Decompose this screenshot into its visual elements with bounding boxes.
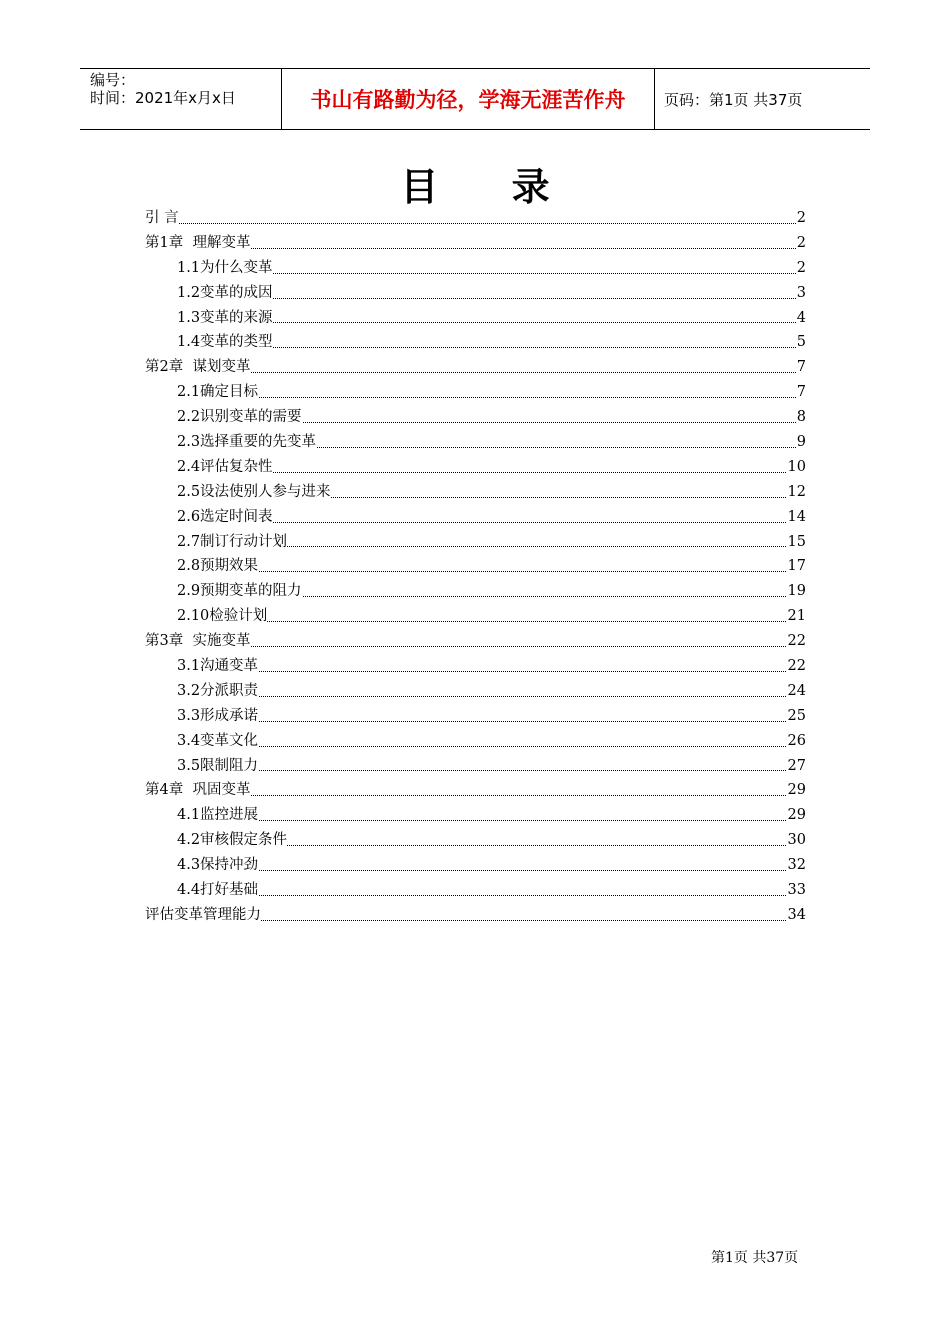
toc-entry-label: 2.5设法使别人参与进来 (177, 483, 331, 500)
toc-entry-page-number: 2 (796, 231, 806, 256)
toc-entry-label: 4.1监控进展 (177, 807, 259, 824)
document-time-label: 时间：2021年x月x日 (90, 89, 236, 107)
toc-entry-page-number: 29 (787, 778, 806, 803)
toc-entry-page-number: 7 (796, 380, 806, 405)
toc-leader-dots (177, 621, 806, 622)
toc-entry-label: 第1章 理解变革 (145, 234, 251, 251)
toc-entry-page-number: 19 (787, 579, 806, 604)
toc-entry[interactable] (145, 505, 806, 530)
toc-entry[interactable] (145, 256, 806, 281)
toc-entry-label: 2.8预期效果 (177, 558, 259, 575)
toc-leader-dots (177, 397, 806, 398)
toc-entry[interactable] (145, 530, 806, 555)
toc-entry-page-number: 17 (787, 554, 806, 579)
toc-entry-label: 2.10检验计划 (177, 608, 268, 625)
toc-entry[interactable] (145, 828, 806, 853)
toc-entry[interactable] (145, 330, 806, 355)
header-left-cell (80, 69, 281, 129)
toc-entry[interactable] (145, 380, 806, 405)
toc-entry-page-number: 4 (796, 306, 806, 331)
toc-entry-label: 1.2变革的成因 (177, 284, 273, 301)
toc-entry-label: 第2章 谋划变革 (145, 359, 251, 376)
toc-entry-page-number: 5 (796, 330, 806, 355)
toc-entry-page-number: 30 (787, 828, 806, 853)
toc-entry-label: 2.9预期变革的阻力 (177, 583, 302, 600)
toc-entry-label: 第3章 实施变革 (145, 633, 251, 650)
toc-leader-dots (177, 895, 806, 896)
toc-leader-dots (177, 721, 806, 722)
toc-entry-label: 2.3选择重要的先变革 (177, 434, 317, 451)
toc-entry-label: 2.6选定时间表 (177, 508, 273, 525)
toc-entry-page-number: 25 (787, 704, 806, 729)
toc-entry-label: 1.1为什么变革 (177, 259, 273, 276)
toc-leader-dots (177, 671, 806, 672)
toc-entry[interactable] (145, 355, 806, 380)
header-page-info: 页码：第1页 共37页 (664, 90, 803, 109)
toc-entry[interactable] (145, 878, 806, 903)
toc-entry[interactable] (145, 778, 806, 803)
toc-leader-dots (177, 820, 806, 821)
toc-entry-page-number: 10 (787, 455, 806, 480)
toc-entry[interactable] (145, 206, 806, 231)
toc-entry-page-number: 7 (796, 355, 806, 380)
toc-entry-label: 4.4打好基础 (177, 882, 259, 899)
toc-entry[interactable] (145, 654, 806, 679)
toc-entry-page-number: 2 (796, 256, 806, 281)
toc-entry[interactable] (145, 455, 806, 480)
toc-entry-label: 2.4评估复杂性 (177, 458, 273, 475)
toc-entry[interactable] (145, 754, 806, 779)
toc-leader-dots (177, 696, 806, 697)
page-header (80, 68, 870, 130)
toc-entry[interactable] (145, 306, 806, 331)
toc-entry[interactable] (145, 729, 806, 754)
toc-entry-page-number: 9 (796, 430, 806, 455)
toc-entry-page-number: 24 (787, 679, 806, 704)
toc-leader-dots (145, 223, 806, 224)
toc-entry-page-number: 34 (787, 903, 806, 928)
toc-entry-label: 3.5限制阻力 (177, 757, 259, 774)
toc-entry[interactable] (145, 903, 806, 928)
toc-entry-label: 2.2识别变革的需要 (177, 409, 302, 426)
toc-entry-label: 评估变革管理能力 (145, 906, 261, 923)
toc-leader-dots (177, 746, 806, 747)
toc-entry-label: 3.3形成承诺 (177, 707, 259, 724)
toc-entry-label: 2.1确定目标 (177, 384, 259, 401)
toc-entry[interactable] (145, 853, 806, 878)
toc-entry[interactable] (145, 430, 806, 455)
toc-entry[interactable] (145, 480, 806, 505)
toc-entry-page-number: 3 (796, 281, 806, 306)
toc-entry[interactable] (145, 704, 806, 729)
document-number-label: 编号： (90, 71, 136, 89)
toc-entry[interactable] (145, 803, 806, 828)
toc-entry-label: 引 言 (145, 210, 179, 226)
toc-entry-page-number: 14 (787, 505, 806, 530)
table-of-contents (145, 206, 806, 928)
toc-entry[interactable] (145, 405, 806, 430)
toc-entry[interactable] (145, 554, 806, 579)
toc-entry-label: 3.2分派职责 (177, 682, 259, 699)
toc-entry-page-number: 33 (787, 878, 806, 903)
toc-entry-page-number: 32 (787, 853, 806, 878)
toc-entry[interactable] (145, 231, 806, 256)
toc-entry-page-number: 22 (787, 654, 806, 679)
toc-entry-page-number: 27 (787, 754, 806, 779)
toc-entry-label: 3.4变革文化 (177, 732, 259, 749)
toc-entry-label: 2.7制订行动计划 (177, 533, 288, 550)
toc-entry-page-number: 2 (796, 206, 806, 231)
toc-entry-page-number: 22 (787, 629, 806, 654)
toc-entry-label: 1.3变革的来源 (177, 309, 273, 326)
toc-entry[interactable] (145, 604, 806, 629)
toc-entry-label: 1.4变革的类型 (177, 334, 273, 351)
toc-entry-label: 4.3保持冲劲 (177, 857, 259, 874)
toc-leader-dots (177, 770, 806, 771)
toc-entry-page-number: 26 (787, 729, 806, 754)
toc-entry[interactable] (145, 281, 806, 306)
page-footer: 第1页 共37页 (711, 1250, 799, 1266)
toc-entry-label: 3.1沟通变革 (177, 658, 259, 675)
toc-entry[interactable] (145, 679, 806, 704)
toc-entry[interactable] (145, 579, 806, 604)
toc-entry-label: 第4章 巩固变革 (145, 782, 251, 799)
toc-leader-dots (177, 571, 806, 572)
toc-leader-dots (177, 870, 806, 871)
page-title: 目 录 (400, 165, 580, 209)
toc-entry-page-number: 15 (787, 530, 806, 555)
toc-entry-label: 4.2审核假定条件 (177, 832, 288, 849)
header-motto: 书山有路勤为径，学海无涯苦作舟 (281, 69, 655, 129)
toc-entry[interactable] (145, 629, 806, 654)
toc-entry-page-number: 8 (796, 405, 806, 430)
toc-entry-page-number: 12 (787, 480, 806, 505)
toc-entry-page-number: 29 (787, 803, 806, 828)
toc-entry-page-number: 21 (787, 604, 806, 629)
